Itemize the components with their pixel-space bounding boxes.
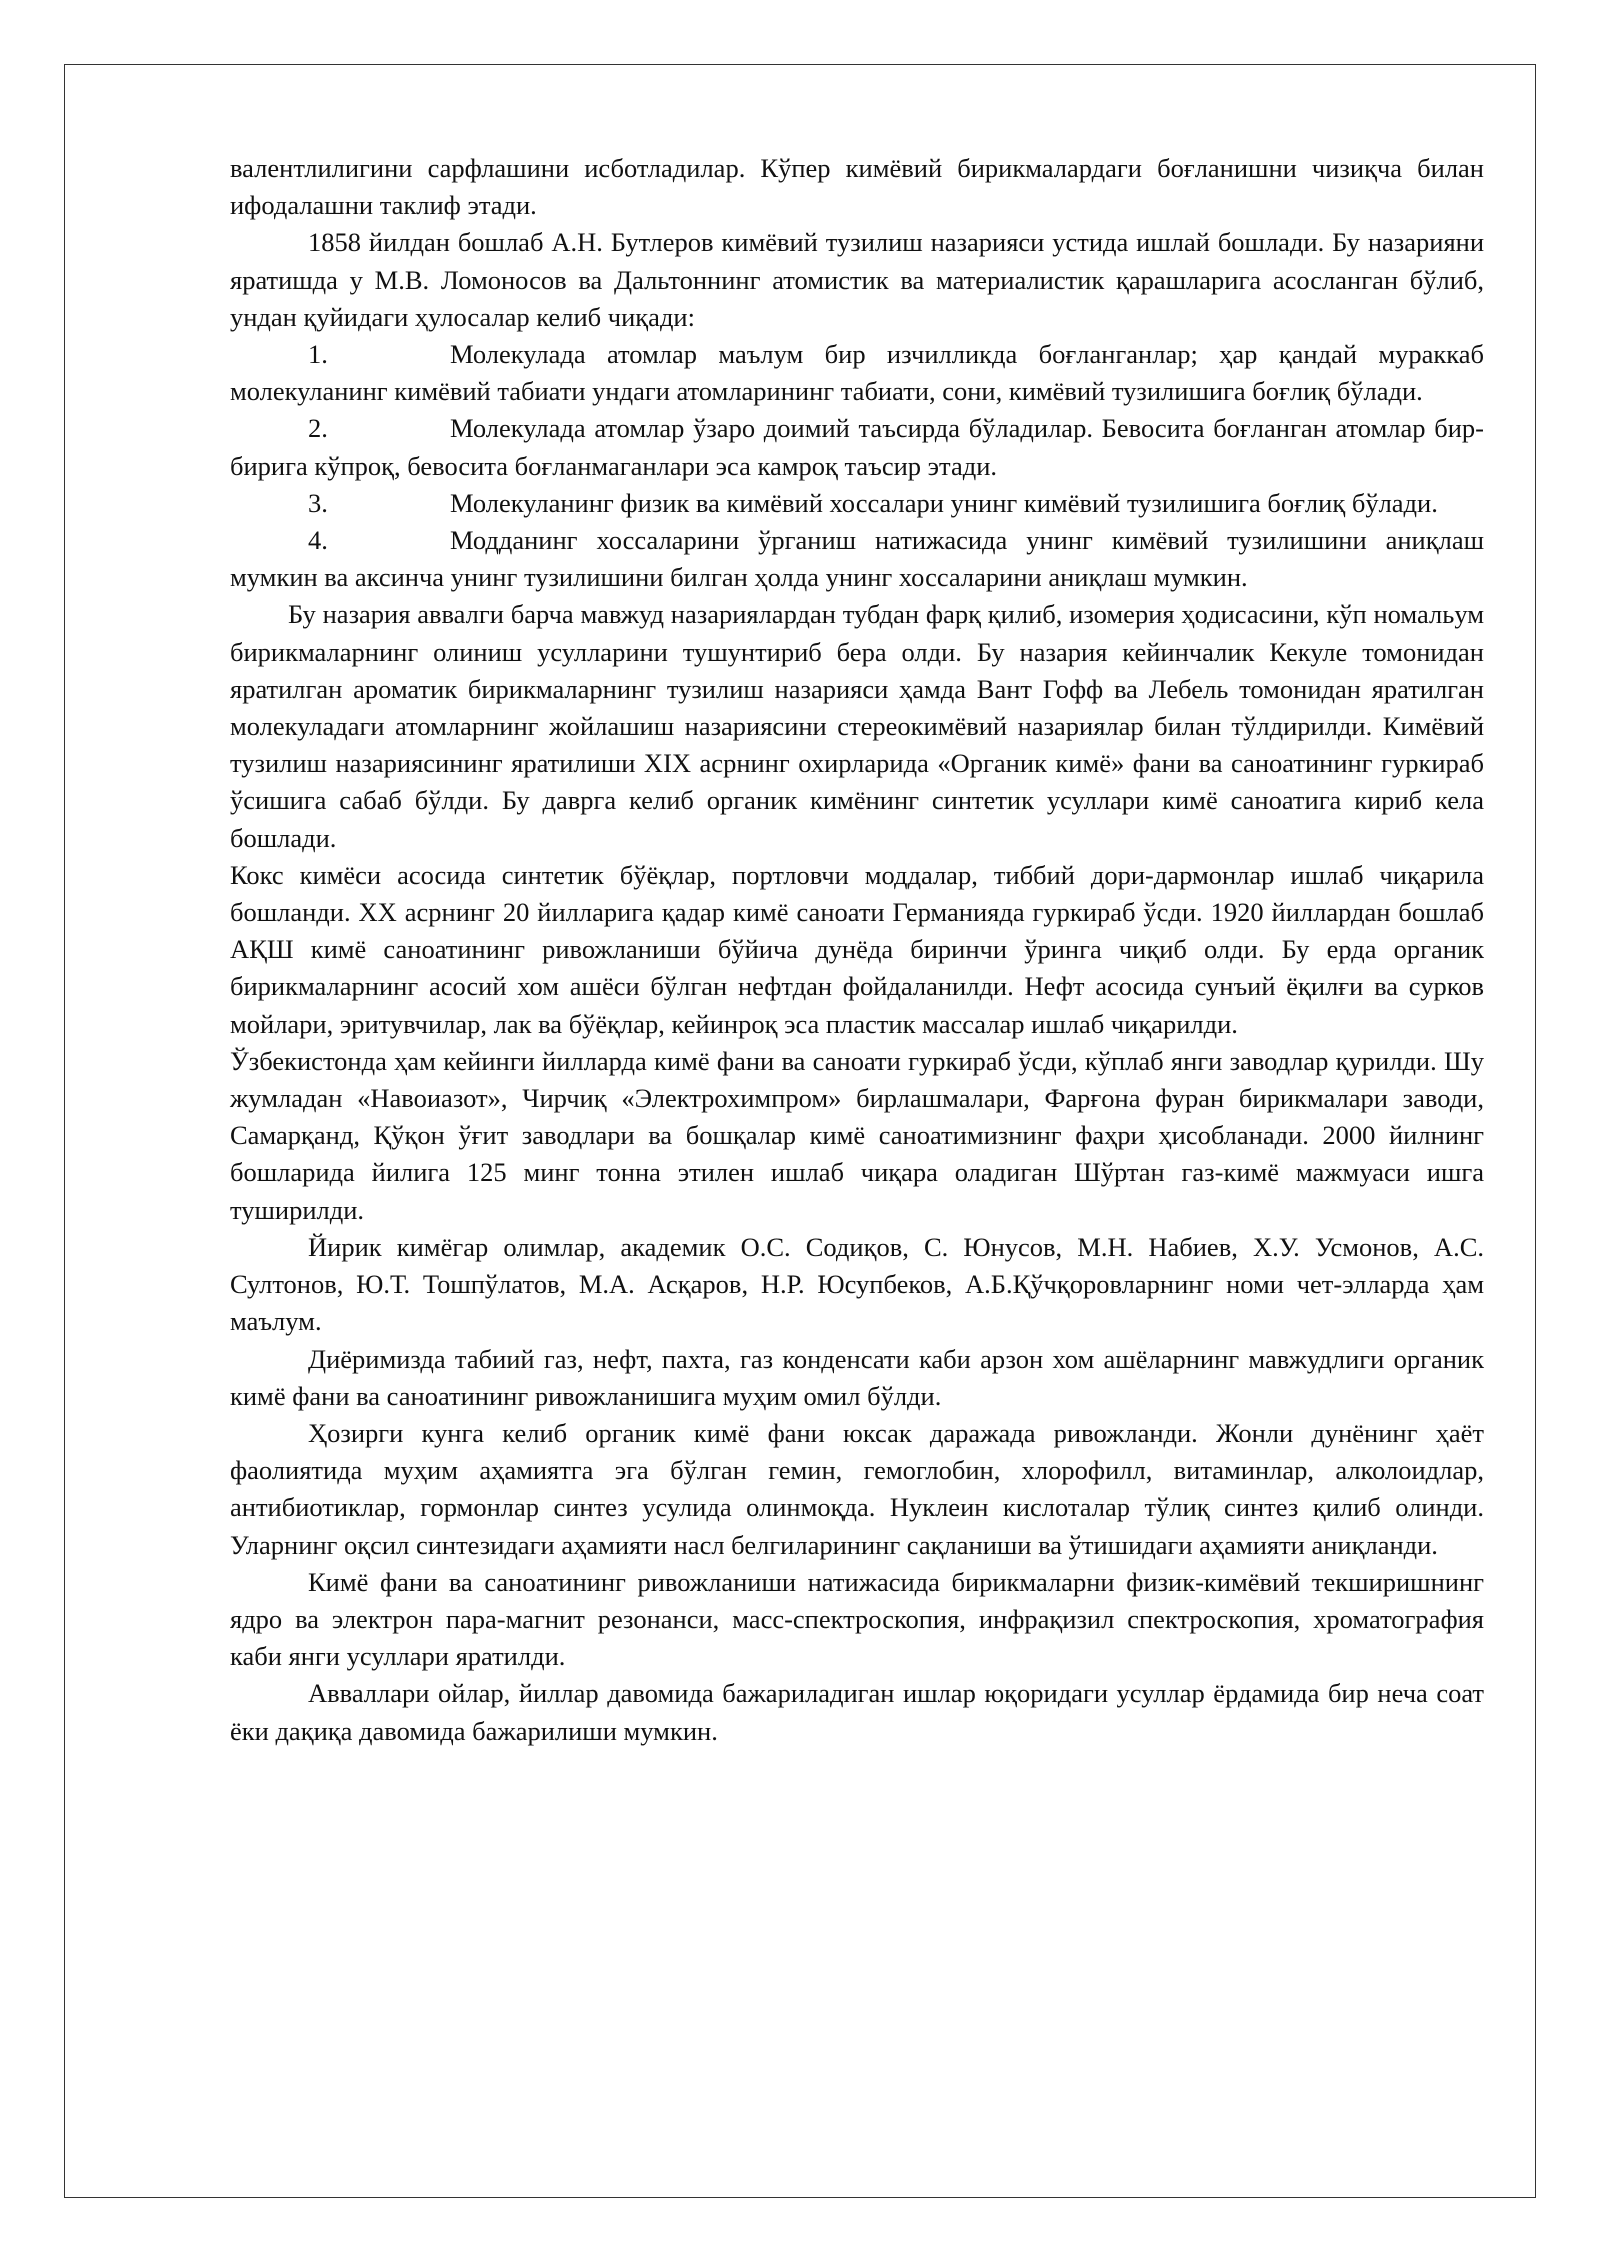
list-item-text: Молекулада атомлар ўзаро доимий таъсирда бўладилар. Бевосита боғланган атомлар бир-бирига кўпроқ, бевосита боғланмаганлари эса камроқ таъсир этади. xyxy=(230,413,1484,481)
list-item-number: 1. xyxy=(308,339,328,370)
list-item-text: Молекулада атомлар маълум бир изчилликда боғланганлар; ҳар қандай мураккаб молекуланинг кимёвий табиати ундаги атомларининг табиати, сони, кимёвий тузилишига боғлиқ бўлади. xyxy=(230,339,1484,407)
list-item-2 xyxy=(230,410,1484,484)
list-item-number: 3. xyxy=(308,487,328,518)
list-item-3 xyxy=(230,485,1484,522)
paragraph-resources: Диёримизда табиий газ, нефт, пахта, газ конденсати каби арзон хом ашёларнинг мавжудлиги органик кимё фани ва саноатининг ривожланишига муҳим омил бўлди. xyxy=(230,1343,1484,1411)
list-item-number: 2. xyxy=(308,413,328,444)
paragraph-uzbekistan: Ўзбекистонда ҳам кейинги йилларда кимё фани ва саноати гуркираб ўсди, кўплаб янги заводлар қурилди. Шу жумладан «Навоиазот», Чирчиқ «Электрохимпром» бирлашмалари, Фарғона фуран бирикмалари заводи, Самарқанд, Қўқон ўғит заводлари ва бошқалар кимё саноатимизнинг фаҳри ҳисобланади. 2000 йилнинг бошларида йилига 125 минг тонна этилен ишлаб чиқара оладиган Шўртан газ-кимё мажмуаси ишга туширилди. xyxy=(230,1045,1484,1225)
paragraph-theory: Бу назария аввалги барча мавжуд назариялардан тубдан фарқ қилиб, изомерия ҳодисасини, кўп номальум бирикмаларнинг олиниш усулларини тушунтириб бера олди. Бу назария кейинчалик Кекуле томонидан яратилган ароматик бирикмаларнинг тузилиш назарияси ҳамда Вант Гофф ва Лебель томонидан яратилган молекуладаги атомларнинг жойлашиш назариясини стереокимёвий назариялар билан тўлдирилди. Кимёвий тузилиш назариясининг яратилиши XIX асрнинг охирларида «Органик кимё» фани ва саноатининг гуркираб ўсишига сабаб бўлди. Бу даврга келиб органик кимёнинг синтетик усуллари кимё саноатига кириб кела бошлади. xyxy=(230,599,1484,853)
list-item-number: 4. xyxy=(308,525,328,556)
list-item-4 xyxy=(230,522,1484,596)
paragraph-butlerov: 1858 йилдан бошлаб А.Н. Бутлеров кимёвий тузилиш назарияси устида ишлай бошлади. Бу назарияни яратишда у М.В. Ломоносов ва Дальтоннинг атомистик ва материалистик қарашларига асосланган бўлиб, ундан қуйидаги ҳулосалар келиб чиқади: xyxy=(230,227,1484,332)
paragraph-methods: Кимё фани ва саноатининг ривожланиши натижасида бирикмаларни физик-кимёвий текширишнинг ядро ва электрон пара-магнит резонанси, масс-спектроскопия, инфрақизил спектроскопия, хроматография каби янги усуллари яратилди. xyxy=(230,1566,1484,1672)
list-item-text: Молекуланинг физик ва кимёвий хоссалари унинг кимёвий тузилишига боғлиқ бўлади. xyxy=(450,487,1438,518)
list-item-1 xyxy=(230,336,1484,410)
list-item-text: Модданинг хоссаларини ўрганиш натижасида унинг кимёвий тузилишини аниқлаш мумкин ва аксинча унинг тузилишини билган ҳолда унинг хоссаларини аниқлаш мумкин. xyxy=(230,525,1484,593)
document-body xyxy=(230,150,1484,1750)
paragraph-scientists: Йирик кимёгар олимлар, академик О.С. Содиқов, С. Юнусов, М.Н. Набиев, Х.У. Усмонов, А.С. Султонов, Ю.Т. Тошпўлатов, М.А. Асқаров, Н.Р. Юсупбеков, А.Б.Қўчқоровларнинг номи чет-элларда ҳам маълум. xyxy=(230,1231,1484,1337)
paragraph-intro: валентлилигини сарфлашини исботладилар. Кўпер кимёвий бирикмалардаги боғланишни чизиқча билан ифодалашни таклиф этади. xyxy=(230,153,1484,221)
paragraph-modern-chemistry: Ҳозирги кунга келиб органик кимё фани юксак даражада ривожланди. Жонли дунёнинг ҳаёт фаолиятида муҳим аҳамиятга эга бўлган гемин, гемоглобин, хлорофилл, витаминлар, алколоидлар, антибиотиклар, гормонлар синтез усулида олинмоқда. Нуклеин кислоталар тўлиқ синтез қилиб олинди. Уларнинг оқсил синтезидаги аҳамияти насл белгиларининг сақланиши ва ўтишидаги аҳамияти аниқланди. xyxy=(230,1417,1484,1560)
paragraph-coke-chemistry: Кокс кимёси асосида синтетик бўёқлар, портловчи моддалар, тиббий дори-дармонлар ишлаб чиқарила бошланди. XX асрнинг 20 йилларига қадар кимё саноати Германияда гуркираб ўсди. 1920 йиллардан бошлаб АҚШ кимё саноатининг ривожланиши бўйича дунёда биринчи ўринга чиқиб олди. Бу ерда органик бирикмаларнинг асосий хом ашёси бўлган нефтдан фойдаланилди. Нефт асосида сунъий ёқилғи ва сурков мойлари, эритувчилар, лак ва бўёқлар, кейинроқ эса пластик массалар ишлаб чиқарилди. xyxy=(230,859,1484,1039)
paragraph-conclusion: Авваллари ойлар, йиллар давомида бажариладиган ишлар юқоридаги усуллар ёрдамида бир неча соат ёки дақиқа давомида бажарилиши мумкин. xyxy=(230,1678,1484,1746)
